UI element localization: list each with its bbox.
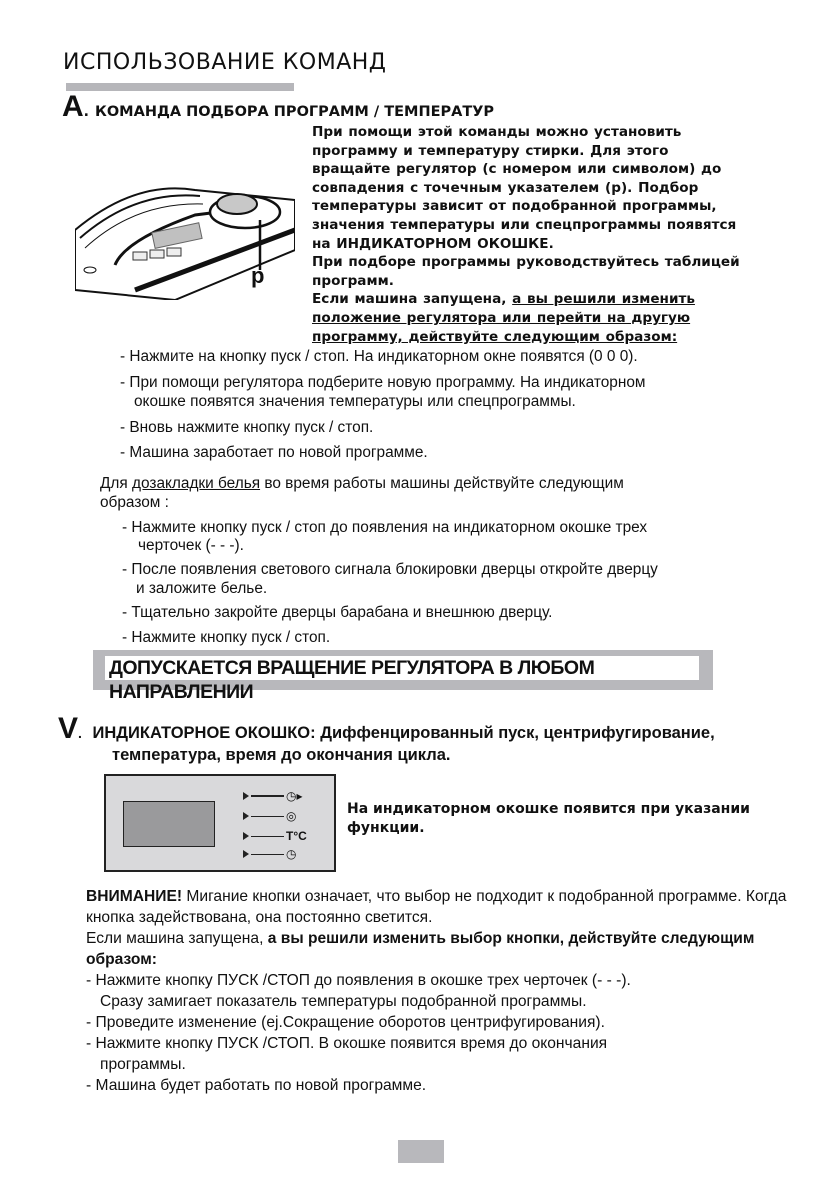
arrow-icon [243,850,249,858]
step-item: - Нажмите кнопку пуск / стоп до появления на индикаторном окошке трех [122,519,648,536]
intro-underlined: положение регулятора или перейти на другую [312,309,691,326]
arrow-icon [243,832,249,840]
step-item: - Вновь нажмите кнопку пуск / стоп. [120,419,374,436]
intro-running-line [312,290,802,309]
section-letter: A [62,90,84,123]
panel-caption: На индикаторном окошке появится при указании функции. [347,801,750,836]
step-item: - Нажмите на кнопку пуск / стоп. На индикаторном окне появятся (0 0 0). [120,348,638,365]
section-a-title: КОМАНДА ПОДБОРА ПРОГРАММ / ТЕМПЕРАТУР [95,104,495,120]
arrow-icon [243,792,249,800]
arrow-icon [243,812,249,820]
indicator-row [243,808,296,824]
indicator-panel-diagram [104,774,336,872]
reload-suffix-2: образом : [100,494,169,511]
section-a-heading: A . КОМАНДА ПОДБОРА ПРОГРАММ / ТЕМПЕРАТУР [62,90,495,123]
intro-line: значения температуры или спецпрограммы появятся [312,216,737,233]
reload-prefix: Для [100,475,133,492]
intro-line: совпадения с точечным указателем (p). Подбор [312,179,699,196]
running-prefix: Если машина запущена, [86,930,268,947]
running-bold: а вы решили изменить выбор кнопки, действуйте следующим образом: [86,930,755,968]
indicator-row [243,846,296,862]
temperature-icon: T°C [286,829,307,843]
step-item: - Машина заработает по новой программе. [120,444,428,461]
step-item: - Проведите изменение (ej.Сокращение оборотов центрифугирования). [86,1014,605,1031]
intro-line: При подборе программы руководствуйтесь таблицей [312,254,740,271]
section-v-heading: V. ИНДИКАТОРНОЕ ОКОШКО: Диффенцированный пуск, центрифугирование, [58,712,715,745]
indicator-row [243,828,307,844]
step-item: Сразу замигает показатель температуры подобранной программы. [100,993,587,1010]
step-item: - Тщательно закройте дверцы барабана и внешнюю дверцу. [122,604,553,621]
step-item: окошке появятся значения температуры или спецпрограммы. [134,393,576,410]
step-item: - При помощи регулятора подберите новую программу. На индикаторном [120,374,646,391]
intro-line: программу и температуру стирки. Для этого [312,142,669,159]
intro-line: программ. [312,272,394,289]
step-item: - После появления светового сигнала блокировки дверцы откройте дверцу [122,561,658,578]
page-title: ИСПОЛЬЗОВАНИЕ КОМАНД [63,50,387,75]
intro-underlined: а вы решили изменить [512,291,695,308]
intro-underlined: программу, действуйте следующим образом: [312,328,678,345]
intro-line: на ИНДИКАТОРНОМ ОКОШКЕ. [312,235,554,252]
notice-banner-text: ДОПУСКАЕТСЯ ВРАЩЕНИЕ РЕГУЛЯТОРА В ЛЮБОМ НАПРАВЛЕНИИ [105,656,699,680]
intro-running-prefix: Если машина запущена, [312,291,513,308]
step-item: - Машина будет работать по новой программе. [86,1077,427,1094]
step-item: программы. [100,1056,186,1073]
notice-banner [93,650,713,703]
pointer-label-p: p [251,263,265,288]
reload-underlined: дозакладки белья [132,475,261,492]
spin-icon: ◎ [286,809,297,823]
step-item: - Нажмите кнопку ПУСК /СТОП. В окошке появится время до окончания [86,1035,608,1052]
delayed-start-icon: ◷▸ [286,789,303,803]
section-v-title-line2: температура, время до окончания цикла. [112,746,451,764]
section-v-title: ИНДИКАТОРНОЕ ОКОШКО: Диффенцированный пуск, центрифугирование, [92,724,715,742]
reload-paragraph [100,474,790,512]
intro-line: температуры зависит от подобранной программы, [312,198,717,215]
page-number-box [398,1140,444,1163]
lcd-display [123,801,215,847]
indicator-row [243,788,303,804]
intro-line: вращайте регулятор (с номером или символом) до [312,161,722,178]
step-item: черточек (- - -). [138,537,244,554]
reload-suffix: во время работы машины действуйте следующим [260,475,624,492]
warning-label: ВНИМАНИЕ! [86,888,183,905]
step-item: - Нажмите кнопку пуск / стоп. [122,629,331,646]
step-item: - Нажмите кнопку ПУСК /СТОП до появления в окошке трех черточек (- - -). [86,972,631,989]
step-item: и заложите белье. [136,580,268,597]
time-remaining-icon: ◷ [286,847,297,861]
warning-text: Мигание кнопки означает, что выбор не подходит к подобранной программе. Когда кнопка задействована, она постоянно светится. [86,888,787,926]
section-a-intro [312,123,802,346]
intro-line: При помощи этой команды можно установить [312,124,682,140]
warning-block [86,886,806,1096]
section-letter: V [58,712,79,745]
